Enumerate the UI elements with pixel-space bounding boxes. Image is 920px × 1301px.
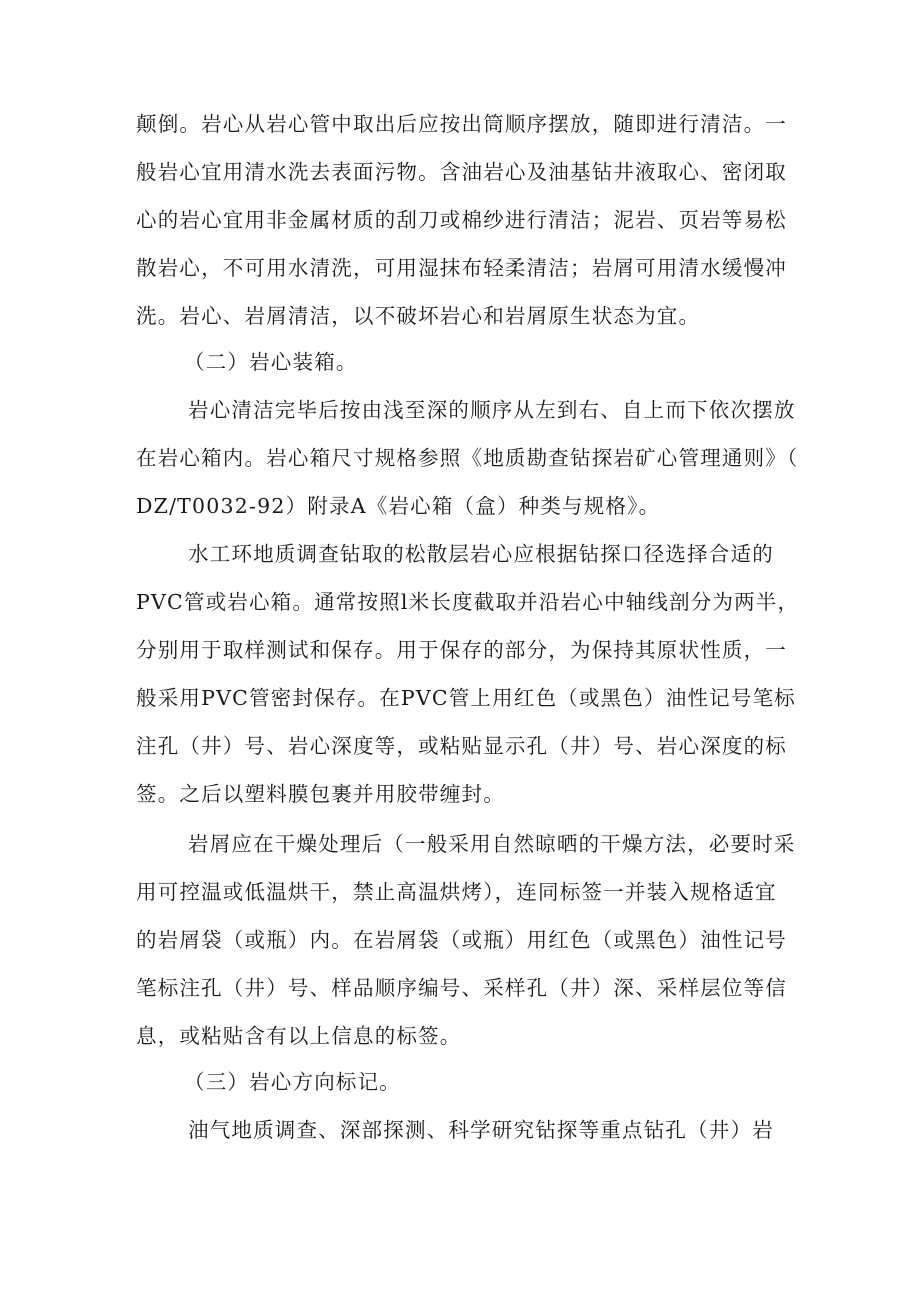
text-line: 散岩心，不可用水清洗，可用湿抹布轻柔清洁；岩屑可用清水缓慢冲 bbox=[136, 256, 787, 280]
text-line: 用可控温或低温烘干，禁止高温烘烤），连同标签一并装入规格适宜 bbox=[136, 880, 777, 904]
text-line: 笔标注孔（井）号、样品顺序编号、采样孔（井）深、采样层位等信 bbox=[136, 976, 787, 1000]
text-line: 注孔（井）号、岩心深度等，或粘贴显示孔（井）号、岩心深度的标 bbox=[136, 734, 787, 758]
text-line: DZ/T0032-92）附录A《岩心箱（盒）种类与规格》。 bbox=[136, 494, 661, 518]
text-line: 洗。岩心、岩屑清洁，以不破坏岩心和岩屑原生状态为宜。 bbox=[136, 304, 701, 328]
text-line: 岩心清洁完毕后按由浅至深的顺序从左到右、自上而下依次摆放 bbox=[188, 398, 796, 422]
text-line: 般采用PVC管密封保存。在PVC管上用红色（或黑色）油性记号笔标 bbox=[136, 686, 796, 710]
text-line: 水工环地质调查钻取的松散层岩心应根据钻探口径选择合适的 bbox=[188, 542, 774, 566]
text-line: 在岩心箱内。岩心箱尺寸规格参照《地质勘查钻探岩矿心管理通则》（ bbox=[136, 446, 799, 470]
text-line: 息，或粘贴含有以上信息的标签。 bbox=[136, 1024, 462, 1048]
text-line: 般岩心宜用清水洗去表面污物。含油岩心及油基钻井液取心、密闭取 bbox=[136, 160, 787, 184]
text-line: PVC管或岩心箱。通常按照l米长度截取并沿岩心中轴线剖分为两半， bbox=[136, 590, 800, 614]
text-line: 的岩屑袋（或瓶）内。在岩屑袋（或瓶）用红色（或黑色）油性记号 bbox=[136, 928, 787, 952]
text-line: 签。之后以塑料膜包裹并用胶带缠封。 bbox=[136, 782, 505, 806]
text-line: 油气地质调查、深部探测、科学研究钻探等重点钻孔（井）岩 bbox=[188, 1118, 774, 1142]
section-heading: （三）岩心方向标记。 bbox=[184, 1070, 401, 1094]
text-line: 颠倒。岩心从岩心管中取出后应按出筒顺序摆放，随即进行清洁。一 bbox=[136, 112, 787, 136]
text-line: 分别用于取样测试和保存。用于保存的部分，为保持其原状性质，一 bbox=[136, 638, 787, 662]
section-heading: （二）岩心装箱。 bbox=[184, 350, 358, 374]
text-line: 岩屑应在干燥处理后（一般采用自然晾晒的干燥方法，必要时采 bbox=[188, 832, 796, 856]
text-line: 心的岩心宜用非金属材质的刮刀或棉纱进行清洁；泥岩、页岩等易松 bbox=[136, 208, 787, 232]
